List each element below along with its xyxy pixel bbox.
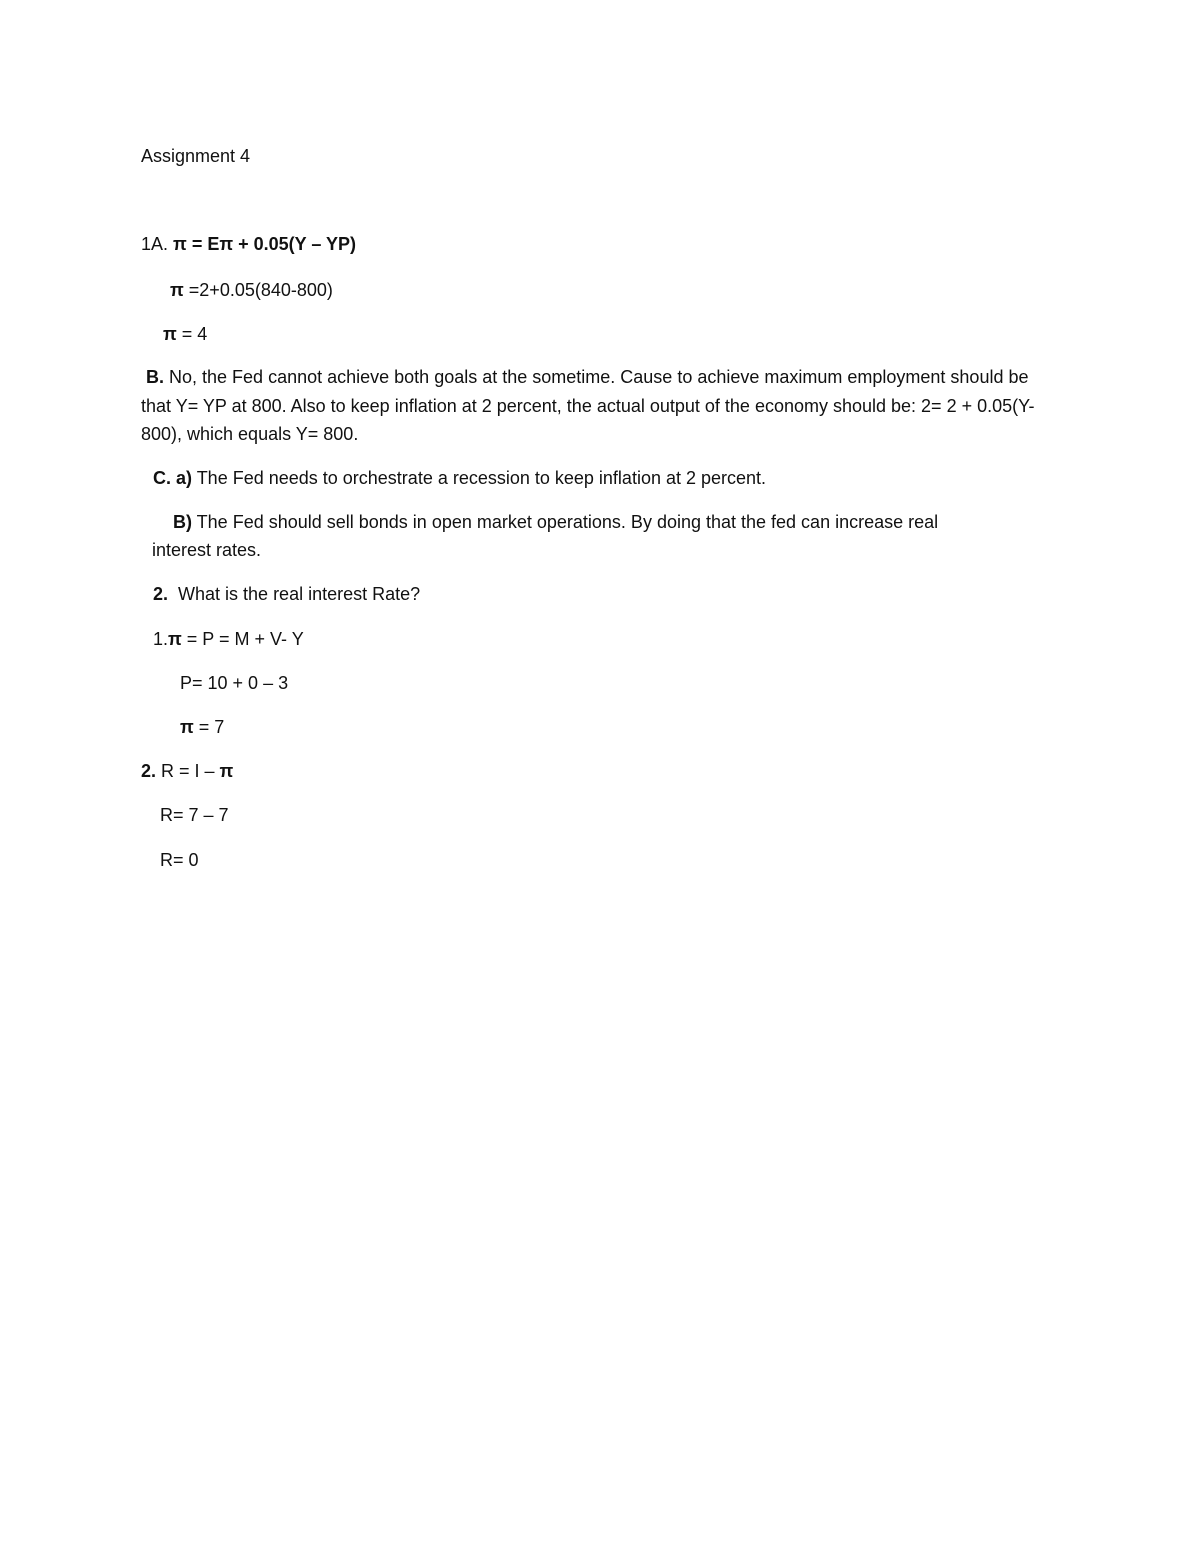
q1a-substitution-text: =2+0.05(840-800) — [183, 280, 333, 300]
q1a-label: 1A. — [141, 234, 169, 254]
q1c-b-answer — [173, 508, 938, 536]
q1a-result — [163, 320, 207, 348]
q2-question — [153, 580, 420, 608]
q1c-b-label: B) — [173, 512, 192, 532]
q2-part1-substitution: P= 10 + 0 – 3 — [180, 673, 289, 693]
q1c-a-answer — [153, 464, 766, 492]
q1a-substitution — [170, 276, 333, 304]
q2-part2-result: R= 0 — [160, 850, 199, 870]
pi-symbol: π — [170, 280, 184, 300]
q2-part1-result-text: = 7 — [193, 717, 225, 737]
q1a-equation — [141, 230, 356, 258]
q2-question-text: What is the real interest Rate? — [178, 584, 421, 604]
q2-label: 2. — [153, 584, 169, 604]
pi-symbol: π — [168, 629, 182, 649]
q2-part2-label: 2. — [141, 761, 157, 781]
pi-symbol: π — [180, 717, 194, 737]
document-title: Assignment 4 — [141, 146, 251, 166]
q2-part1-label: 1. — [153, 629, 169, 649]
q1c-a-text: The Fed needs to orchestrate a recession to keep inflation at 2 percent. — [192, 468, 767, 488]
q2-part1-expression: = P = M + V- Y — [181, 629, 304, 649]
pi-symbol: π — [219, 761, 234, 781]
pi-symbol: π — [163, 324, 177, 344]
q1c-a-label: C. a) — [153, 468, 193, 488]
q2-part1-equation — [153, 625, 304, 653]
q2-part2-expression: R = I – — [156, 761, 220, 781]
q1a-expression: π = Eπ + 0.05(Y – YP) — [168, 234, 357, 254]
q1b-label: B. — [146, 367, 165, 387]
q2-part2-substitution: R= 7 – 7 — [160, 805, 229, 825]
q2-part1-result — [180, 713, 224, 741]
q1b-answer — [141, 363, 1061, 449]
q1a-result-text: = 4 — [176, 324, 208, 344]
q1c-b-text-line1: The Fed should sell bonds in open market operations. By doing that the fed can increase real — [192, 512, 939, 532]
q1b-text: No, the Fed cannot achieve both goals at the sometime. Cause to achieve maximum employment should be that Y= YP at 800. Also to keep inflation at 2 percent, the actual output of the economy should be: 2= 2 + 0.05(Y- 800), which equals Y= 800. — [141, 367, 1035, 444]
q2-part2-equation — [141, 757, 233, 785]
q1c-b-text-line2: interest rates. — [152, 540, 262, 560]
